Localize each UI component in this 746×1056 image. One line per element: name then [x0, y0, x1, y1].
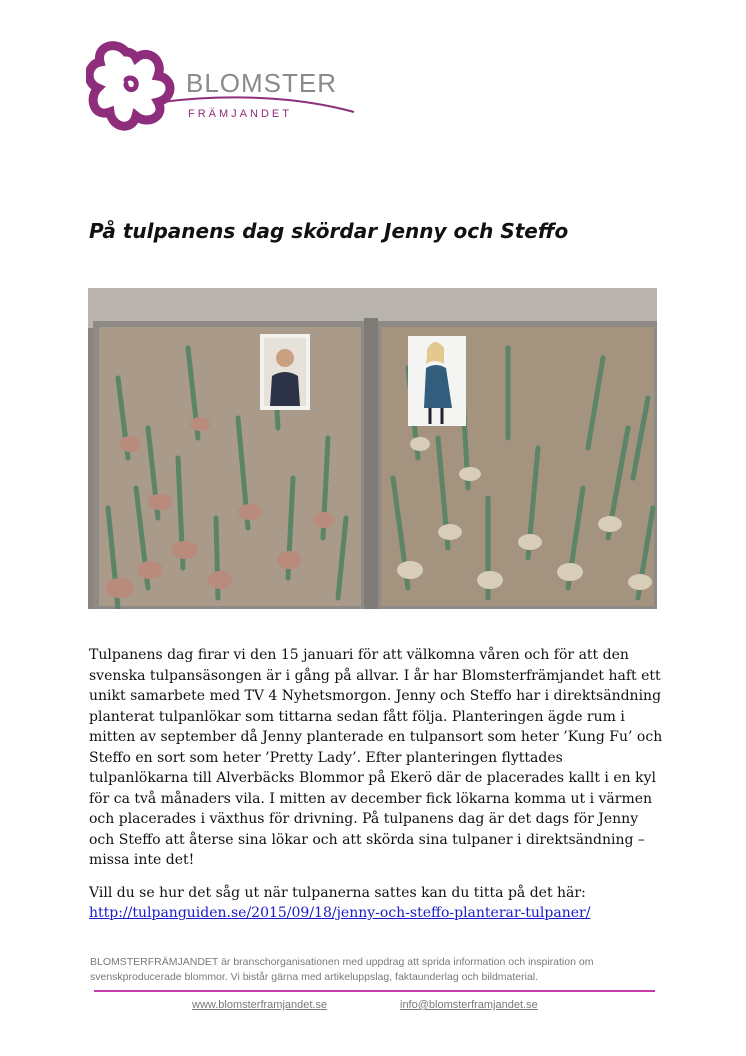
email-link[interactable]: info@blomsterframjandet.se [400, 999, 538, 1011]
flower-logo-icon [89, 46, 170, 127]
video-intro-text: Vill du se hur det såg ut när tulpanerna sattes kan du titta på det här: [89, 884, 586, 901]
article-paragraph: Tulpanens dag firar vi den 15 januari för att välkomna våren och för att den svenska tulpansäsongen är i gång på allvar. I år har Blomsterfrämjandet haft ett unikt samarbete med TV 4 Nyhetsmorgon. Jenny och Steffo har i direktsändning planterat tulpanlökar som tittarna sedan fått följa. Planteringen ägde rum i mitten av september då Jenny planterade en tulpansort som heter ’Kung Fu’ och Steffo en sort som heter ’Pretty Lady’. Efter planteringen flyttades tulpanlökarna till Alverbäcks Blommor på Ekerö där de placerades kallt i en kyl för ca två månaders vila. I mitten av december fick lökarna komma ut i värmen och placerades i växthus för drivning. På tulpanens dag är det dags för Jenny och Steffo att återse sina lökar och att skörda sina tulpaner i direktsändning – missa inte det! [89, 647, 663, 868]
logo-title: BLOMSTER [186, 68, 338, 98]
article-paragraph [89, 883, 664, 924]
website-link[interactable]: www.blomsterframjandet.se [192, 999, 328, 1011]
steffo-photo-card [260, 334, 310, 410]
logo-subtitle: FRÄMJANDET [188, 108, 292, 120]
jenny-photo-card [408, 336, 466, 426]
footer-description: BLOMSTERFRÄMJANDET är branschorganisationen med uppdrag att sprida information och inspiration om svenskproducerade blommor. Vi bistår gärna med artikeluppslag, faktaunderlag och bildmaterial. [90, 956, 594, 983]
footer-divider [94, 990, 655, 992]
article-headline: På tulpanens dag skördar Jenny och Steffo [89, 219, 569, 243]
tulip-bulbs-photo [88, 288, 657, 609]
tulpanguiden-link[interactable]: http://tulpanguiden.se/2015/09/18/jenny-och-steffo-planterar-tulpaner/ [89, 905, 591, 921]
article-body [89, 645, 664, 936]
